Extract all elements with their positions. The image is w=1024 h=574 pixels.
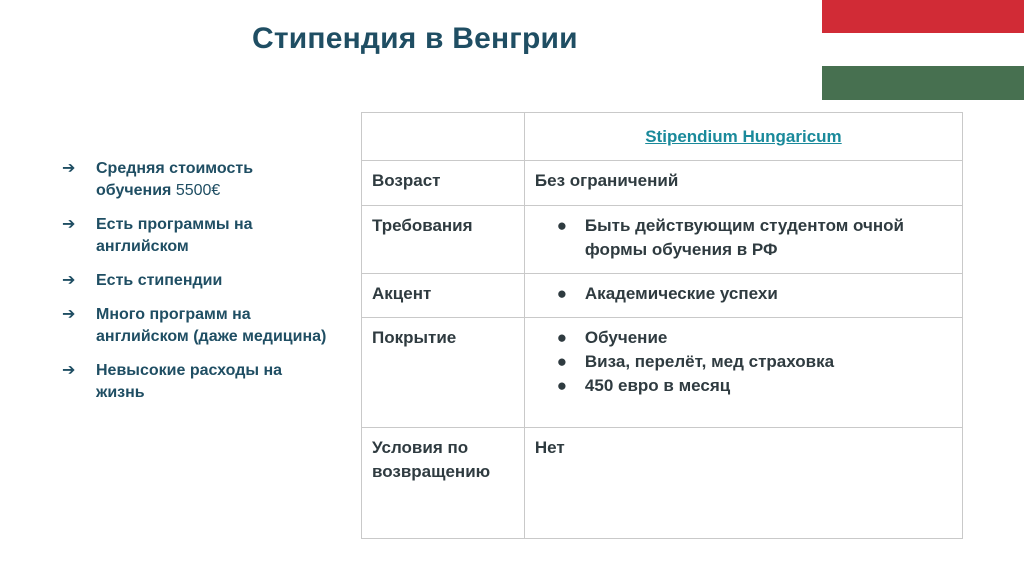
table-row <box>362 428 963 539</box>
list-item-text: Есть программы на английском <box>96 216 253 255</box>
list-item <box>62 270 332 292</box>
table-row <box>362 161 963 206</box>
row-label: Покрытие <box>372 328 457 347</box>
row-label: Условия по возвращению <box>372 438 491 481</box>
table-header-empty <box>362 113 525 161</box>
list-item-text: Обучение <box>584 328 668 347</box>
list-item <box>62 158 332 202</box>
list-item-text: Средняя стоимость обучения <box>96 160 254 199</box>
row-value: Нет <box>534 438 565 457</box>
row-value: Без ограничений <box>534 171 679 190</box>
arrow-right-icon: ➔ <box>62 272 76 289</box>
list-item <box>535 214 952 262</box>
flag-stripe-white <box>822 33 1024 66</box>
list-item-text: Много программ на английском (даже медицина) <box>96 306 327 345</box>
list-item-text: 450 евро в месяц <box>584 376 731 395</box>
row-label: Требования <box>372 216 473 235</box>
list-item <box>62 304 332 348</box>
row-bullet-list <box>535 274 952 306</box>
table-row <box>362 274 963 318</box>
bullet-dot-icon: ● <box>556 352 568 371</box>
flag-stripe-red <box>822 0 1024 33</box>
table-row <box>362 206 963 274</box>
bullet-dot-icon: ● <box>556 376 568 395</box>
bullet-dot-icon: ● <box>556 216 568 235</box>
page-title: Стипендия в Венгрии <box>252 22 578 55</box>
list-item-value: 5500€ <box>175 182 221 199</box>
list-item-text: Виза, перелёт, мед страховка <box>584 352 835 371</box>
list-item-text: Есть стипендии <box>96 272 223 289</box>
list-item <box>535 282 952 306</box>
row-bullet-list <box>535 318 952 398</box>
bullet-dot-icon: ● <box>556 328 568 347</box>
list-item-text: Академические успехи <box>584 284 778 303</box>
bullet-dot-icon: ● <box>556 284 568 303</box>
stipendium-hungaricum-link[interactable]: Stipendium Hungaricum <box>645 127 842 146</box>
list-item <box>535 350 952 374</box>
row-label: Акцент <box>372 284 432 303</box>
arrow-right-icon: ➔ <box>62 306 76 323</box>
arrow-right-icon: ➔ <box>62 160 76 177</box>
table-row <box>362 318 963 428</box>
benefits-list <box>62 158 332 416</box>
arrow-right-icon: ➔ <box>62 362 76 379</box>
list-item <box>62 214 332 258</box>
arrow-right-icon: ➔ <box>62 216 76 233</box>
scholarship-table <box>361 112 963 539</box>
list-item-text: Невысокие расходы на жизнь <box>96 362 283 401</box>
flag-stripe-green <box>822 66 1024 100</box>
list-item <box>535 326 952 350</box>
row-label: Возраст <box>372 171 441 190</box>
list-item <box>62 360 332 404</box>
table-header-row <box>362 113 963 161</box>
row-bullet-list <box>535 206 952 262</box>
list-item <box>535 374 952 398</box>
list-item-text: Быть действующим студентом очной формы обучения в РФ <box>584 216 904 259</box>
